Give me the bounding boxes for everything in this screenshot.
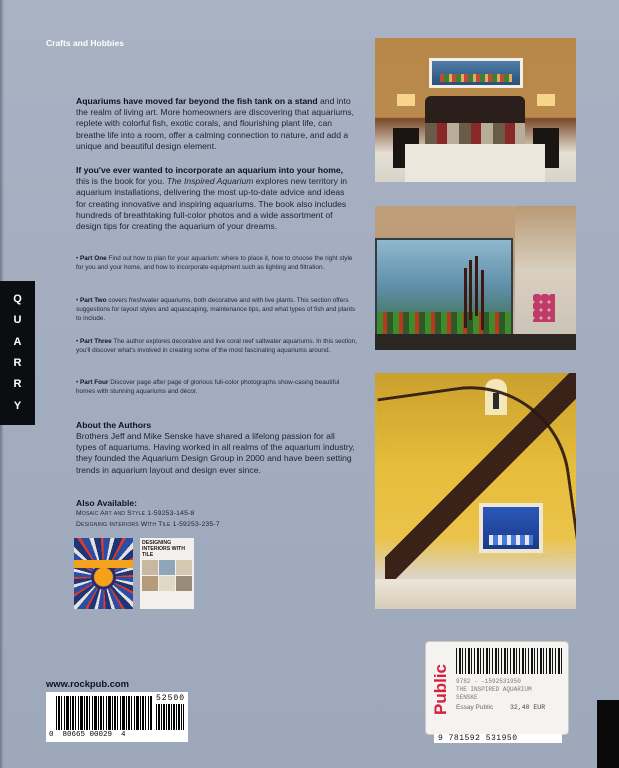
- corner-black-bar: [597, 700, 619, 768]
- mosaic-band: [74, 560, 133, 568]
- wall-aquarium: [429, 58, 523, 88]
- store-brand-logo: Public: [431, 663, 450, 715]
- intro-text: this is the book for you.: [76, 176, 167, 187]
- part-text: covers freshwater aquariums, both decorative and with live plants. This section offers suggestions for layout styles and aquascaping, maintenance tips, and what types of fish and plants to include.: [76, 297, 356, 323]
- intro-text: explores new territory in aquarium installations, delivering the most up-to-date advice and ideas for creating innovative and inspiring aquariums. The book also includes hundreds of breathtaking full-color photos and a wide assortment of design tips for creating the aquarium of your dreams.: [76, 176, 348, 232]
- also-available-book: Mosaic Art and Style 1-59253-145-8: [76, 510, 195, 517]
- tile-photo: [176, 576, 192, 591]
- part-title: Part One: [80, 255, 107, 262]
- isbn-digits: 9 781592 531950: [434, 734, 562, 743]
- publisher-letter: Q: [13, 293, 22, 306]
- sticker-author-line: SENSKE: [456, 694, 478, 701]
- upc-barcode: [46, 692, 188, 742]
- publisher-letter: A: [13, 335, 22, 348]
- intro-lead: Aquariums have moved far beyond the fish tank on a stand: [76, 96, 318, 106]
- tile-photo: [159, 576, 175, 591]
- publisher-letter: Y: [13, 399, 22, 412]
- reef-aquarium: [479, 503, 543, 553]
- marble-floor: [375, 579, 576, 609]
- mosaic-book-thumbnail: [74, 538, 133, 609]
- part-text: Find out how to plan for your aquarium: where to place it, how to choose the right style for you and your home, and how to incorporate equipment such as lighting and filtration.: [76, 255, 353, 272]
- part-item: • Part One Find out how to plan for your aquarium: where to place it, how to choose the right style for you and your home, and how to incorporate equipment such as lighting and filtration.: [76, 255, 353, 272]
- kitchen-background: [515, 206, 576, 350]
- tile-book-thumbnail: [140, 538, 194, 609]
- intro-text: and into the realm of living art. More homeowners are discovering that aquariums, replete with colorful fish, exotic corals, and flourishing plant life, can breathe life into a room, offer a calming connection to nature, and add a unique and beautiful design element.: [76, 96, 354, 151]
- part-title: Part Four: [80, 379, 109, 386]
- tile-photo: [159, 560, 175, 575]
- pillows: [425, 123, 525, 145]
- publisher-tab: [0, 281, 35, 425]
- tile-photo: [142, 560, 158, 575]
- about-heading: About the Authors: [76, 420, 152, 430]
- barcode-digits: 0 80665 00029 4: [49, 731, 126, 739]
- lamp: [537, 94, 555, 106]
- aquarium-base: [375, 334, 576, 350]
- book-title-italic: The Inspired Aquarium: [166, 176, 254, 187]
- bed: [405, 144, 545, 182]
- tile-photo: [142, 576, 158, 591]
- also-available-book: Designing Interiors With Tile 1-59253-235-7: [76, 521, 220, 528]
- tile-photo: [176, 560, 192, 575]
- sticker-title-line: THE INSPIRED AQUARIUM: [456, 686, 532, 693]
- also-available-heading: Also Available:: [76, 498, 137, 508]
- planted-aquarium: [375, 238, 513, 336]
- part-title: Part Two: [80, 297, 107, 304]
- barcode-addon-bars: [156, 704, 184, 730]
- barcode-bars: [56, 696, 152, 730]
- publisher-letter: U: [13, 314, 22, 327]
- category-label: Crafts and Hobbies: [46, 38, 124, 48]
- part-item: • Part Three The author explores decorative and live coral reef saltwater aquariums. In this section, you'll discover what's involved in creating some of the most fascinating aquariums around.: [76, 338, 357, 355]
- publisher-letter: R: [13, 378, 22, 391]
- about-text: Brothers Jeff and Mike Senske have shared a lifelong passion for all types of aquariums. Having worked in all realms of the aquarium industry, they founded the Aquarium Design Group in 2000 and have been setting trends in aquarium layout and design ever since.: [76, 431, 355, 475]
- orchid-flowers: [533, 294, 555, 322]
- tile-book-title: DESIGNING INTERIORS WITH TILE: [142, 540, 185, 558]
- part-item: • Part Two covers freshwater aquariums, both decorative and with live plants. This section offers suggestions for layout styles and aquascaping, maintenance tips, and what types of fish and plants to include.: [76, 297, 356, 323]
- intro-lead: If you've ever wanted to incorporate an aquarium into your home,: [76, 165, 344, 175]
- tile-book-photo-grid: [142, 560, 192, 591]
- part-text: Discover page after page of glorious full-color photographs show-casing beautiful homes with stunning aquariums and décor.: [76, 379, 340, 396]
- sticker-barcode: [456, 648, 564, 674]
- bedroom-aquarium-photo: [375, 38, 576, 182]
- lamp: [397, 94, 415, 106]
- sticker-store: Essay Public: [456, 704, 494, 711]
- publisher-website: www.rockpub.com: [46, 678, 129, 689]
- barcode-price-code: 52500: [156, 694, 186, 703]
- sticker-price: 32,40 EUR: [510, 704, 546, 711]
- intro-paragraph-2: [76, 165, 356, 232]
- sticker-code-line: 9782 - -1592531950: [456, 678, 521, 685]
- kitchen-aquarium-photo: [375, 206, 576, 350]
- staircase-aquarium-photo: [375, 373, 576, 609]
- part-text: The author explores decorative and live coral reef saltwater aquariums. In this section, you'll discover what's involved in creating some of the most fascinating aquariums around.: [76, 338, 357, 355]
- intro-paragraph-1: [76, 96, 356, 152]
- part-title: Part Three: [80, 338, 112, 345]
- price-sticker: [426, 642, 568, 734]
- part-item: • Part Four Discover page after page of glorious full-color photographs show-casing beautiful homes with stunning aquariums and décor.: [76, 379, 340, 396]
- publisher-letter: R: [13, 357, 22, 370]
